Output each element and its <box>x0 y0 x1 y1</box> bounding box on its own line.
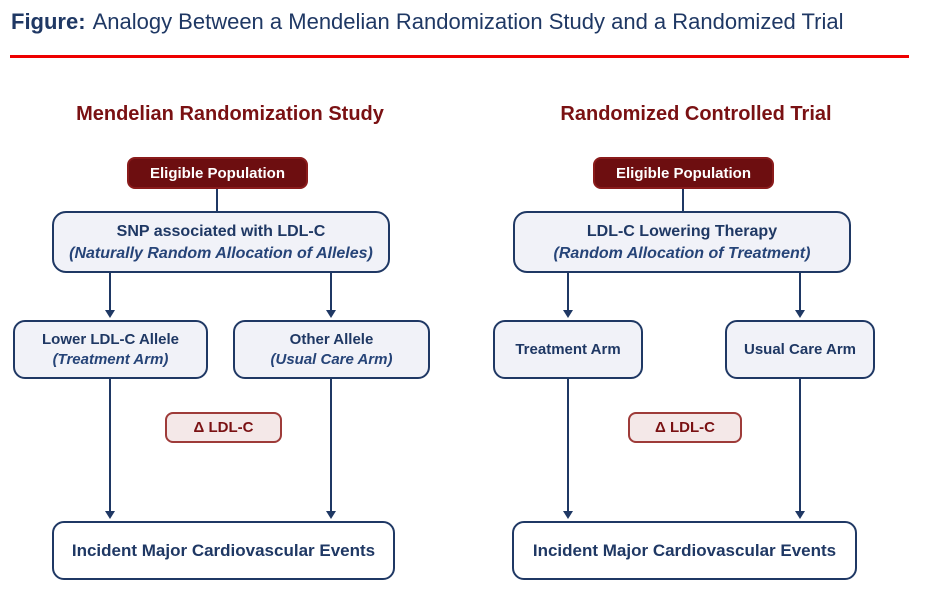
outcome-box: Incident Major Cardiovascular Events <box>512 521 857 580</box>
usual-care-arm-box <box>233 320 430 379</box>
flow-line <box>330 273 332 310</box>
eligible-population-box: Eligible Population <box>127 157 308 189</box>
flow-line <box>330 379 332 511</box>
treatment-arm-box <box>493 320 643 379</box>
arrow-down-icon <box>795 310 805 318</box>
delta-ldl-c-box: Δ LDL-C <box>165 412 282 443</box>
arrow-down-icon <box>105 511 115 519</box>
column-heading-rct: Randomized Controlled Trial <box>560 103 832 125</box>
figure-title-label: Figure: <box>11 9 86 34</box>
flow-line <box>567 379 569 511</box>
eligible-population-box: Eligible Population <box>593 157 774 189</box>
exposure-subtitle: (Naturally Random Allocation of Alleles) <box>69 244 373 262</box>
arrow-down-icon <box>563 310 573 318</box>
column-randomized-trial <box>460 0 932 597</box>
arm-title: Treatment Arm <box>515 340 621 358</box>
arrow-down-icon <box>105 310 115 318</box>
delta-ldl-c-box: Δ LDL-C <box>628 412 742 443</box>
flow-line <box>109 273 111 310</box>
arm-title: Lower LDL-C Allele <box>42 330 179 348</box>
flow-line <box>799 379 801 511</box>
flow-line <box>109 379 111 511</box>
connector-line <box>682 189 684 212</box>
exposure-title: LDL-C Lowering Therapy <box>586 222 778 240</box>
arrow-down-icon <box>326 310 336 318</box>
column-heading-mendelian: Mendelian Randomization Study <box>76 103 384 125</box>
flow-line <box>567 273 569 310</box>
exposure-title: SNP associated with LDL-C <box>116 222 326 240</box>
snp-exposure-box <box>52 211 390 273</box>
therapy-exposure-box <box>513 211 851 273</box>
column-mendelian-randomization <box>0 0 460 597</box>
exposure-subtitle: (Random Allocation of Treatment) <box>553 244 811 262</box>
flow-line <box>799 273 801 310</box>
arrow-down-icon <box>563 511 573 519</box>
arm-subtitle: (Usual Care Arm) <box>270 351 393 369</box>
arm-subtitle: (Treatment Arm) <box>52 351 169 369</box>
arrow-down-icon <box>795 511 805 519</box>
arm-title: Usual Care Arm <box>744 340 856 358</box>
arrow-down-icon <box>326 511 336 519</box>
usual-care-arm-box <box>725 320 875 379</box>
connector-line <box>216 189 218 212</box>
arm-title: Other Allele <box>289 330 374 348</box>
treatment-arm-box <box>13 320 208 379</box>
outcome-box: Incident Major Cardiovascular Events <box>52 521 395 580</box>
figure-title-text: Analogy Between a Mendelian Randomization Study and a Randomized Trial <box>92 9 844 34</box>
